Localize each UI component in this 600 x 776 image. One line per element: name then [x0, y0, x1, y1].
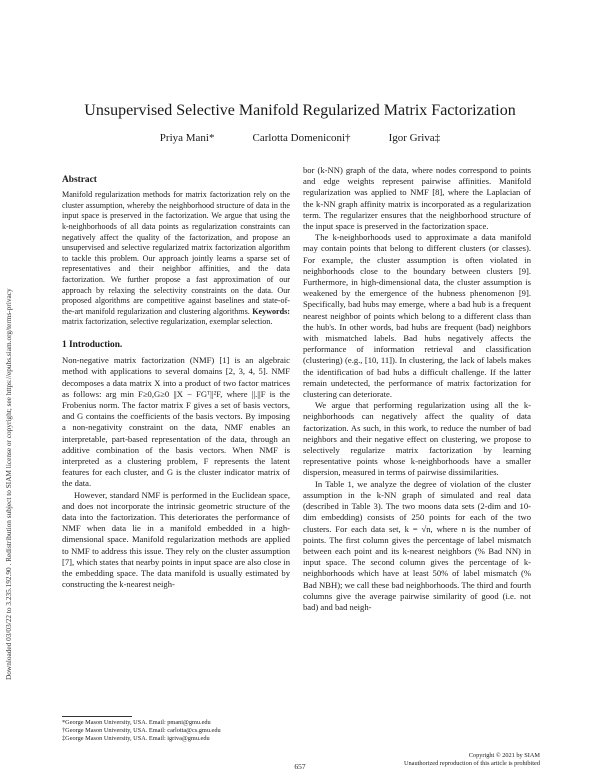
intro-paragraph-1: Non-negative matrix factorization (NMF) [1] is an algebraic method with applications to several domains [2, 3, 4, 5]. NMF decomposes a data matrix X into a product of two factor matrices as follows: arg min F≥0,G≥0 ||X − FGᵀ||²F, where ||.||F is the Frobenius norm. The factor matrix F gives a set of basis vectors, and G contains the coefficients of the basis vectors. By imposing a non-negativity constraint on the data, NMF enables an interpretable, part-based representation of the data, through an additive combination of the basis vectors. When NMF is interpreted as a clustering problem, F represents the latent features for each cluster, and G is the cluster indicator matrix of the data. — [62, 355, 290, 489]
download-notice-text: Downloaded 03/03/22 to 3.235.192.90 . Redistribution subject to SIAM license or copyright; see https://epubs.siam.org/terms-privacy — [4, 288, 13, 680]
right-paragraph-1: bor (k-NN) graph of the data, where nodes correspond to points and edge weights represent pairwise affinities. Manifold regularization was applied to NMF [8], where the Laplacian of the k-NN graph affinity matrix is incorporated as a regularization term. The regularizer ensures that the neighborhood structure of the input space is preserved in the factorization space. — [303, 165, 531, 232]
right-column — [303, 165, 531, 613]
keywords-text: matrix factorization, selective regularization, exemplar selection. — [62, 317, 273, 327]
abstract-heading: Abstract — [62, 175, 97, 185]
abstract-text: Manifold regularization methods for matrix factorization rely on the cluster assumption, whereby the neighborhood structure of data in the input space is preserved in the factorization. We argue that using the k-neighborhoods of all data points as regularization constraints can negatively affect the quality of the factorization, and propose an unsupervised and selective regularized matrix factorization algorithm to tackle this problem. Our approach jointly learns a sparse set of representatives and their neighbor affinities, and the data factorization. We further propose a fast approximation of our approach by relaxing the selectivity constraints on the data. Our proposed algorithms are competitive against baselines and state-of-the-art manifold regularization and clustering algorithms. — [62, 190, 290, 316]
author-list — [60, 132, 540, 144]
author-2: Carlotta Domeniconi† — [252, 132, 351, 144]
author-1: Priya Mani* — [159, 132, 215, 144]
right-paragraph-2: The k-neighborhoods used to approximate a data manifold may contain points that belong to different clusters (or classes). For example, the cluster assumption is often violated in neighborhoods close to the boundary between clusters [9]. Furthermore, in high-dimensional data, the cluster assumption is weakened by the emergence of the hubness phenomenon [9]. Specifically, bad hubs may emerge, where a bad hub is a frequent nearest neighbor of points which belong to a different class than the hub's. In other words, bad hubs are frequent (bad) neighbors with mismatched labels. Bad hubs negatively affects the performance of information retrieval and classification (clustering) (e.g., [10, 11]). In clustering, the lack of labels makes the identification of bad hubs a difficult challenge. If the latter remain undetected, the performance of matrix factorization for clustering can deteriorate. — [303, 232, 531, 400]
right-paragraph-3: We argue that performing regularization using all the k-neighborhoods can negatively affect the quality of data factorization. As such, in this work, to reduce the number of bad neighbors and their negative effect on clustering, we propose to selectively regularize matrix factorization by learning representative points whose k-neighborhoods have a smaller dispersion, measured in terms of pairwise dissimilarities. — [303, 400, 531, 478]
right-paragraph-4: In Table 1, we analyze the degree of violation of the cluster assumption in the k-NN graph of simulated and real data (described in Table 3). The two moons data sets (2-dim and 10-dim embedding) consists of 250 points for each of the two clusters. For each data set, k = √n, where n is the number of points. The first column gives the percentage of label mismatch between each point and its k-nearest neighbors (% Bad NN) in input space. The second column gives the percentage of k-neighborhoods which have at least 50% of label mismatch (% Bad NBH); we call these bad neighborhoods. The third and fourth columns give the average pairwise similarity of good (i.e. not bad) and bad neigh- — [303, 478, 531, 612]
copyright-line-2: Unauthorized reproduction of this article is prohibited — [403, 760, 540, 767]
author-3: Igor Griva‡ — [388, 132, 441, 144]
footnote-1: *George Mason University, USA. Email: pmani@gmu.edu — [62, 719, 211, 726]
footnotes — [62, 716, 290, 743]
left-column — [62, 175, 290, 590]
footnote-rule — [62, 716, 132, 717]
intro-paragraph-2: However, standard NMF is performed in the Euclidean space, and does not incorporate the intrinsic geometric structure of the data into the factorization. This deteriorates the performance of NMF when data lie in a manifold embedded in a high-dimensional space. Manifold regularization methods are applied to NMF to address this issue. They rely on the cluster assumption [7], which states that nearby points in input space are also close in the embedding space. The data manifold is usually estimated by constructing the k-nearest neigh- — [62, 489, 290, 590]
keywords-label: Keywords: — [252, 306, 290, 316]
intro-heading: 1 Introduction. — [62, 339, 123, 350]
copyright-line-1: Copyright © 2021 by SIAM — [468, 752, 540, 759]
page-number: 657 — [294, 762, 306, 771]
abstract-body — [62, 190, 290, 328]
paper-title: Unsupervised Selective Manifold Regularized Matrix Factorization — [84, 102, 516, 119]
download-notice-sidebar — [2, 120, 18, 680]
footnote-3: ‡George Mason University, USA. Email: igriva@gmu.edu — [62, 735, 210, 742]
footnote-2: †George Mason University, USA. Email: carlotta@cs.gmu.edu — [62, 727, 221, 734]
